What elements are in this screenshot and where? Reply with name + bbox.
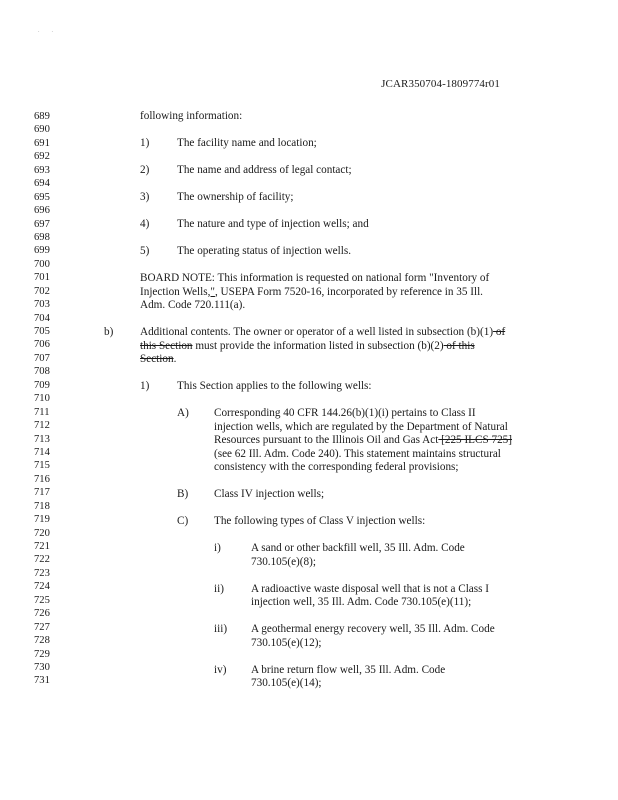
list-item-number: 4) <box>140 218 150 230</box>
line-number: 708 <box>34 366 50 378</box>
item-1-number: 1) <box>140 380 150 392</box>
item-c-text: The following types of Class V injection wells: <box>214 515 426 527</box>
item-c-number: C) <box>177 515 189 527</box>
list-item-number: 3) <box>140 191 150 203</box>
line-number: 703 <box>34 299 50 311</box>
sub-item-line-1: A geothermal energy recovery well, 35 Ill. Adm. Code <box>251 623 495 635</box>
line-number: 692 <box>34 151 50 163</box>
list-item-number: 2) <box>140 164 150 176</box>
board-note-line-3: Adm. Code 720.111(a). <box>140 299 246 311</box>
item-a-line-3 <box>214 434 512 447</box>
line-number: 722 <box>34 554 50 566</box>
line-number: 698 <box>34 231 50 243</box>
list-item-text: The nature and type of injection wells; and <box>177 218 369 230</box>
line-number: 721 <box>34 541 50 552</box>
section-b-label: b) <box>104 326 114 338</box>
struck-text: of <box>493 326 506 338</box>
line-number: 718 <box>34 500 50 512</box>
item-1-text: This Section applies to the following wells: <box>177 380 372 392</box>
line-number: 714 <box>34 446 50 458</box>
board-note-line-2 <box>140 286 483 299</box>
scan-specks: . . <box>38 28 53 34</box>
line-number: 729 <box>34 648 50 660</box>
sub-item-line-2: 730.105(e)(14); <box>251 677 322 689</box>
line-number: 701 <box>34 272 50 284</box>
intro-line: following information: <box>140 110 243 122</box>
line-number: 717 <box>34 487 50 499</box>
item-b-text: Class IV injection wells; <box>214 488 325 500</box>
line-number: 706 <box>34 339 50 351</box>
sub-item-line-2: injection well, 35 Ill. Adm. Code 730.105(e)(11); <box>251 596 472 608</box>
line-number: 691 <box>34 137 50 149</box>
struck-text: this Section <box>140 339 193 352</box>
line-number: 725 <box>34 594 50 606</box>
struck-text: [225 ILCS 725] <box>438 434 512 446</box>
document-id: JCAR350704-1809774r01 <box>381 78 500 90</box>
item-a-line-1: Corresponding 40 CFR 144.26(b)(1)(i) pertains to Class II <box>214 407 476 419</box>
section-b-line-3 <box>140 353 176 366</box>
item-a-line-2: injection wells, which are regulated by the Department of Natural <box>214 420 508 433</box>
item-a-number: A) <box>177 407 189 419</box>
line-number: 700 <box>34 258 50 270</box>
line-number: 719 <box>34 514 50 526</box>
line-number: 726 <box>34 608 50 620</box>
line-number: 712 <box>34 420 50 432</box>
sub-item-line-1: A sand or other backfill well, 35 Ill. Adm. Code <box>251 542 465 554</box>
line-number: 720 <box>34 527 50 539</box>
board-note-form: , USEPA Form 7520-16, incorporated by reference in 35 Ill. <box>214 285 483 298</box>
board-note-line-1: BOARD NOTE: This information is requested on national form "Inventory of <box>140 272 490 284</box>
sub-item-line-1: A brine return flow well, 35 Ill. Adm. Code <box>251 663 446 676</box>
board-note-title: Injection Wells <box>140 285 208 298</box>
line-number: 710 <box>34 393 50 405</box>
item-a-line-5: consistency with the corresponding federal provisions; <box>214 461 459 473</box>
list-item-text: The ownership of facility; <box>177 191 294 203</box>
line-number: 723 <box>34 567 50 579</box>
line-number: 689 <box>34 111 50 122</box>
line-number: 697 <box>34 218 50 230</box>
line-number: 716 <box>34 473 50 485</box>
line-number: 702 <box>34 285 50 297</box>
line-number: 695 <box>34 191 50 203</box>
line-number: 713 <box>34 433 50 445</box>
line-number: 707 <box>34 352 50 364</box>
line-number: 724 <box>34 581 50 593</box>
section-b-period: . <box>173 353 177 365</box>
section-b-line-1 <box>140 326 505 339</box>
item-b-number: B) <box>177 488 189 500</box>
inserted-punctuation: ," <box>207 285 215 298</box>
line-number: 711 <box>34 406 50 418</box>
line-number: 704 <box>34 312 50 324</box>
list-item-number: 1) <box>140 137 150 149</box>
struck-text: of this <box>443 339 475 352</box>
line-number: 696 <box>34 205 50 217</box>
sub-item-line-1: A radioactive waste disposal well that is not a Class I <box>251 582 489 595</box>
list-item-text: The facility name and location; <box>177 137 317 149</box>
section-b-line-2 <box>140 340 475 353</box>
line-number: 709 <box>34 379 50 391</box>
line-number: 728 <box>34 635 50 647</box>
sub-item-number: i) <box>214 542 221 554</box>
list-item-text: The operating status of injection wells. <box>177 245 351 257</box>
line-number: 727 <box>34 621 50 633</box>
section-b-text: Additional contents. The owner or operator of a well listed in subsection (b)(1) <box>140 326 494 338</box>
sub-item-line-2: 730.105(e)(12); <box>251 636 322 649</box>
list-item-text: The name and address of legal contact; <box>177 164 352 176</box>
line-number: 694 <box>34 178 50 190</box>
line-number: 690 <box>34 124 50 136</box>
sub-item-number: ii) <box>214 582 224 595</box>
sub-item-number: iv) <box>214 663 227 676</box>
line-number: 705 <box>34 326 50 337</box>
item-a-text: Resources pursuant to the Illinois Oil and Gas Act <box>214 434 439 446</box>
line-number: 730 <box>34 661 50 673</box>
sub-item-line-2: 730.105(e)(8); <box>251 555 316 568</box>
line-number-gutter <box>34 110 64 688</box>
sub-item-number: iii) <box>214 623 228 635</box>
line-number: 715 <box>34 460 50 472</box>
item-a-line-4: (see 62 Ill. Adm. Code 240). This statement maintains structural <box>214 447 501 460</box>
list-item-number: 5) <box>140 245 150 257</box>
section-b-text: must provide the information listed in subsection (b)(2) <box>192 339 444 352</box>
line-number: 693 <box>34 164 50 176</box>
line-number: 699 <box>34 245 50 257</box>
struck-text: Section <box>140 353 174 365</box>
line-number: 731 <box>34 675 50 687</box>
